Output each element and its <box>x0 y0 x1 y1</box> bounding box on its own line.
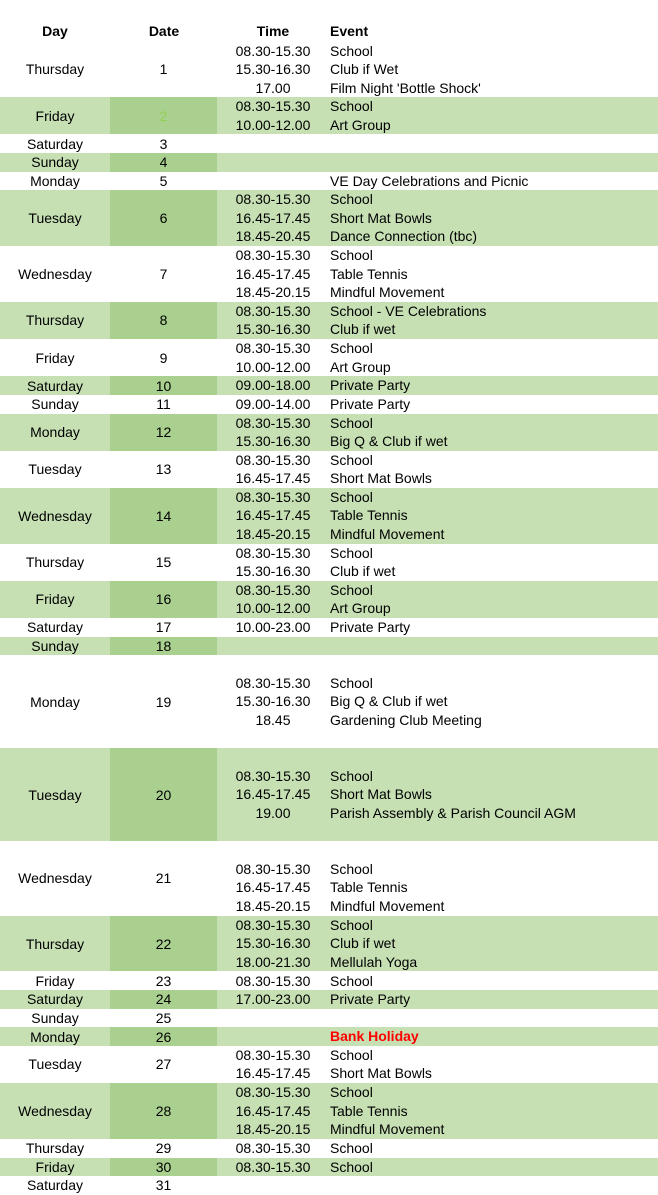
event-time: 16.45-17.45 <box>235 265 311 282</box>
event-line <box>0 42 658 61</box>
day-date: 11 <box>156 396 171 413</box>
day-group <box>0 1083 658 1139</box>
event-time: 08.30-15.30 <box>235 1139 311 1156</box>
day-date: 15 <box>155 554 172 571</box>
event-name: Big Q & Club if wet <box>330 693 448 710</box>
day-group <box>0 972 658 991</box>
event-name: School <box>330 1158 373 1175</box>
event-name: Mellulah Yoga <box>330 953 418 970</box>
event-time: 18.45-20.15 <box>235 284 311 301</box>
event-time: 08.30-15.30 <box>235 544 311 561</box>
day-group <box>0 990 658 1009</box>
event-line <box>0 1046 658 1065</box>
event-time: 08.30-15.30 <box>235 1084 311 1101</box>
event-line <box>0 562 658 581</box>
event-time: 18.00-21.30 <box>235 953 311 970</box>
event-time: 10.00-23.00 <box>235 619 311 636</box>
day-date: 17 <box>155 619 172 636</box>
event-line <box>0 320 658 339</box>
event-time: 08.30-15.30 <box>235 191 311 208</box>
event-time: 16.45-17.45 <box>235 879 311 896</box>
event-line <box>0 525 658 544</box>
day-name: Tuesday <box>28 1056 82 1073</box>
event-time: 08.30-15.30 <box>235 581 311 598</box>
day-name: Saturday <box>26 619 84 636</box>
event-time: 08.30-15.30 <box>235 972 311 989</box>
day-date: 19 <box>155 693 172 710</box>
day-name: Thursday <box>25 935 85 952</box>
event-name: School <box>330 1084 373 1101</box>
day-date: 21 <box>155 870 172 887</box>
event-line <box>0 1120 658 1139</box>
event-name: Big Q & Club if wet <box>330 433 448 450</box>
event-line <box>0 79 658 98</box>
day-name: Friday <box>35 1158 75 1175</box>
event-line <box>0 227 658 246</box>
event-name: School <box>330 191 373 208</box>
day-name: Friday <box>35 591 75 608</box>
day-date: 20 <box>110 748 217 841</box>
event-name: Table Tennis <box>330 879 408 896</box>
event-time: 16.45-17.45 <box>235 1102 311 1119</box>
day-date: 31 <box>155 1177 172 1194</box>
event-line <box>0 1102 658 1121</box>
event-name: Private Party <box>330 395 411 412</box>
day-group <box>0 414 658 451</box>
event-name: School <box>330 1046 373 1063</box>
event-name: Private Party <box>330 619 411 636</box>
event-time: 19.00 <box>255 805 291 822</box>
day-date: 13 <box>155 461 172 478</box>
day-name: Friday <box>35 107 75 124</box>
event-time: 15.30-16.30 <box>235 61 311 78</box>
event-line <box>0 1139 658 1158</box>
event-name: Art Group <box>330 358 391 375</box>
event-name: School <box>330 42 373 59</box>
day-date: 9 <box>159 349 168 366</box>
event-name: Art Group <box>330 600 391 617</box>
day-name: Monday <box>30 693 80 710</box>
day-name: Sunday <box>31 1009 79 1026</box>
event-name: Dance Connection (tbc) <box>330 228 478 245</box>
day-group <box>0 1009 658 1028</box>
event-line <box>0 767 658 786</box>
event-name: Table Tennis <box>330 507 408 524</box>
event-line <box>0 804 658 823</box>
day-date: 1 <box>159 61 168 78</box>
day-name: Thursday <box>25 312 85 329</box>
day-date: 23 <box>155 972 172 989</box>
day-group <box>0 748 658 841</box>
event-line <box>0 581 658 600</box>
event-time: 18.45-20.15 <box>235 526 311 543</box>
event-name: School <box>330 488 373 505</box>
day-group <box>0 135 658 154</box>
event-name: Mindful Movement <box>330 898 445 915</box>
event-line <box>0 395 658 414</box>
day-name: Friday <box>35 972 75 989</box>
day-date: 26 <box>110 1027 217 1046</box>
event-time: 10.00-12.00 <box>235 358 311 375</box>
header-event: Event <box>330 23 369 39</box>
day-group <box>0 190 658 246</box>
event-line <box>0 172 658 191</box>
event-time: 18.45-20.45 <box>235 228 311 245</box>
event-line <box>0 116 658 135</box>
event-line <box>0 953 658 972</box>
day-group <box>0 42 658 98</box>
event-name: Parish Assembly & Parish Council AGM <box>330 805 576 822</box>
event-line <box>0 153 658 172</box>
event-line <box>0 599 658 618</box>
day-group <box>0 1046 658 1083</box>
day-group <box>0 97 658 134</box>
day-name: Sunday <box>31 637 79 654</box>
event-line <box>0 246 658 265</box>
event-time: 08.30-15.30 <box>235 488 311 505</box>
event-name: School <box>330 544 373 561</box>
day-name: Friday <box>35 349 75 366</box>
event-line <box>0 711 658 730</box>
day-date: 7 <box>159 265 168 282</box>
event-time: 15.30-16.30 <box>235 563 311 580</box>
event-line <box>0 97 658 116</box>
event-time: 08.30-15.30 <box>235 42 311 59</box>
day-name: Saturday <box>26 1177 84 1194</box>
event-time: 08.30-15.30 <box>235 247 311 264</box>
event-line <box>0 488 658 507</box>
event-time: 16.45-17.45 <box>235 470 311 487</box>
event-name: Club if wet <box>330 321 396 338</box>
event-line <box>0 655 658 674</box>
event-time: 17.00-23.00 <box>235 991 311 1008</box>
header-time: Time <box>256 23 290 39</box>
event-name: Short Mat Bowls <box>330 470 432 487</box>
event-line <box>0 637 658 656</box>
event-time: 15.30-16.30 <box>235 693 311 710</box>
day-date: 12 <box>110 414 217 451</box>
day-name: Thursday <box>25 61 85 78</box>
day-group <box>0 172 658 191</box>
day-name: Monday <box>30 1028 80 1045</box>
day-date: 2 <box>110 97 217 134</box>
event-line <box>0 860 658 879</box>
event-time: 15.30-16.30 <box>235 935 311 952</box>
event-line <box>0 748 658 767</box>
event-name: Table Tennis <box>330 265 408 282</box>
day-group <box>0 488 658 544</box>
day-group <box>0 655 658 748</box>
day-name: Monday <box>30 424 80 441</box>
event-line <box>0 469 658 488</box>
day-date: 28 <box>110 1083 217 1139</box>
event-time: 08.30-15.30 <box>235 767 311 784</box>
event-line <box>0 1083 658 1102</box>
event-time: 09.00-18.00 <box>235 377 311 394</box>
day-name: Wednesday <box>18 1102 92 1119</box>
day-name: Wednesday <box>18 265 92 282</box>
day-name: Thursday <box>25 554 85 571</box>
event-name: School <box>330 972 373 989</box>
event-line <box>0 1027 658 1046</box>
event-line <box>0 60 658 79</box>
event-name: Private Party <box>330 377 411 394</box>
day-group <box>0 339 658 376</box>
day-name: Saturday <box>26 991 84 1008</box>
event-line <box>0 451 658 470</box>
event-line <box>0 1009 658 1028</box>
event-name: School <box>330 916 373 933</box>
event-name: School <box>330 98 373 115</box>
event-time: 08.30-15.30 <box>235 916 311 933</box>
event-line <box>0 785 658 804</box>
event-line <box>0 265 658 284</box>
day-group <box>0 618 658 637</box>
event-time: 16.45-17.45 <box>235 786 311 803</box>
event-time: 08.30-15.30 <box>235 414 311 431</box>
day-name: Monday <box>30 172 80 189</box>
event-line <box>0 135 658 154</box>
event-name: Bank Holiday <box>330 1028 419 1045</box>
event-name: Table Tennis <box>330 1102 408 1119</box>
event-time: 09.00-14.00 <box>235 395 311 412</box>
event-line <box>0 339 658 358</box>
header-day: Day <box>42 23 68 39</box>
event-name: School <box>330 581 373 598</box>
event-name: School - VE Celebrations <box>330 302 487 319</box>
day-date: 3 <box>159 135 168 152</box>
event-name: School <box>330 414 373 431</box>
header-date: Date <box>148 23 180 39</box>
day-date: 30 <box>110 1158 217 1177</box>
event-name: Film Night 'Bottle Shock' <box>330 79 481 96</box>
day-date: 29 <box>155 1140 172 1157</box>
day-name: Tuesday <box>28 786 82 803</box>
event-line <box>0 506 658 525</box>
event-line <box>0 414 658 433</box>
day-date: 14 <box>110 488 217 544</box>
day-group <box>0 395 658 414</box>
event-name: School <box>330 340 373 357</box>
event-line <box>0 432 658 451</box>
event-line <box>0 674 658 693</box>
event-line <box>0 916 658 935</box>
event-time: 08.30-15.30 <box>235 860 311 877</box>
day-group <box>0 1158 658 1177</box>
day-name: Sunday <box>31 154 79 171</box>
day-date: 18 <box>110 637 217 656</box>
event-time: 08.30-15.30 <box>235 302 311 319</box>
day-name: Wednesday <box>18 870 92 887</box>
event-time: 10.00-12.00 <box>235 116 311 133</box>
day-name: Saturday <box>26 377 84 394</box>
event-name: Gardening Club Meeting <box>330 712 482 729</box>
event-line <box>0 692 658 711</box>
day-group <box>0 1027 658 1046</box>
day-date: 5 <box>159 172 168 189</box>
day-group <box>0 544 658 581</box>
event-name: School <box>330 860 373 877</box>
day-date: 27 <box>155 1056 172 1073</box>
event-line <box>0 209 658 228</box>
day-name: Thursday <box>25 1140 85 1157</box>
event-name: Mindful Movement <box>330 284 445 301</box>
event-time: 08.30-15.30 <box>235 1158 311 1175</box>
event-name: School <box>330 674 373 691</box>
day-date: 22 <box>110 916 217 972</box>
event-line <box>0 823 658 842</box>
event-time: 18.45-20.15 <box>235 898 311 915</box>
event-name: School <box>330 1139 373 1156</box>
day-group <box>0 302 658 339</box>
event-time: 16.45-17.45 <box>235 1065 311 1082</box>
event-name: Art Group <box>330 116 391 133</box>
event-name: Club if wet <box>330 563 396 580</box>
event-line <box>0 302 658 321</box>
event-time: 15.30-16.30 <box>235 433 311 450</box>
event-name: Short Mat Bowls <box>330 786 432 803</box>
event-line <box>0 878 658 897</box>
event-time: 08.30-15.30 <box>235 674 311 691</box>
header-row <box>0 20 658 42</box>
day-date: 10 <box>110 376 217 395</box>
day-date: 25 <box>155 1009 172 1026</box>
event-time: 15.30-16.30 <box>235 321 311 338</box>
event-name: School <box>330 451 373 468</box>
event-line <box>0 972 658 991</box>
event-time: 16.45-17.45 <box>235 507 311 524</box>
event-name: School <box>330 767 373 784</box>
event-time: 17.00 <box>255 79 291 96</box>
event-line <box>0 990 658 1009</box>
event-name: Mindful Movement <box>330 1121 445 1138</box>
day-group <box>0 376 658 395</box>
event-line <box>0 897 658 916</box>
day-group <box>0 637 658 656</box>
event-line <box>0 841 658 860</box>
day-group <box>0 1176 658 1195</box>
event-time: 08.30-15.30 <box>235 1046 311 1063</box>
event-name: Mindful Movement <box>330 526 445 543</box>
event-name: VE Day Celebrations and Picnic <box>330 172 529 189</box>
day-name: Tuesday <box>28 210 82 227</box>
event-name: Club if Wet <box>330 61 399 78</box>
event-name: Private Party <box>330 991 411 1008</box>
event-line <box>0 1064 658 1083</box>
event-line <box>0 1158 658 1177</box>
event-line <box>0 618 658 637</box>
event-time: 08.30-15.30 <box>235 340 311 357</box>
event-line <box>0 190 658 209</box>
event-line <box>0 376 658 395</box>
day-group <box>0 1139 658 1158</box>
event-name: Short Mat Bowls <box>330 209 432 226</box>
event-line <box>0 1176 658 1195</box>
event-time: 18.45-20.15 <box>235 1121 311 1138</box>
day-date: 4 <box>110 153 217 172</box>
day-name: Sunday <box>31 396 79 413</box>
day-date: 16 <box>110 581 217 618</box>
day-group <box>0 841 658 915</box>
day-name: Wednesday <box>18 507 92 524</box>
day-group <box>0 581 658 618</box>
day-group <box>0 916 658 972</box>
day-group <box>0 246 658 302</box>
event-name: Short Mat Bowls <box>330 1065 432 1082</box>
event-time: 16.45-17.45 <box>235 209 311 226</box>
day-date: 24 <box>110 990 217 1009</box>
event-name: School <box>330 247 373 264</box>
day-name: Saturday <box>26 135 84 152</box>
day-date: 6 <box>110 190 217 246</box>
event-line <box>0 730 658 749</box>
event-line <box>0 283 658 302</box>
day-group <box>0 451 658 488</box>
event-time: 10.00-12.00 <box>235 600 311 617</box>
event-line <box>0 544 658 563</box>
event-time: 18.45 <box>255 712 291 729</box>
day-name: Tuesday <box>28 461 82 478</box>
day-date: 8 <box>110 302 217 339</box>
event-line <box>0 934 658 953</box>
event-time: 08.30-15.30 <box>235 98 311 115</box>
day-group <box>0 153 658 172</box>
event-time: 08.30-15.30 <box>235 451 311 468</box>
event-name: Club if wet <box>330 935 396 952</box>
event-line <box>0 358 658 377</box>
